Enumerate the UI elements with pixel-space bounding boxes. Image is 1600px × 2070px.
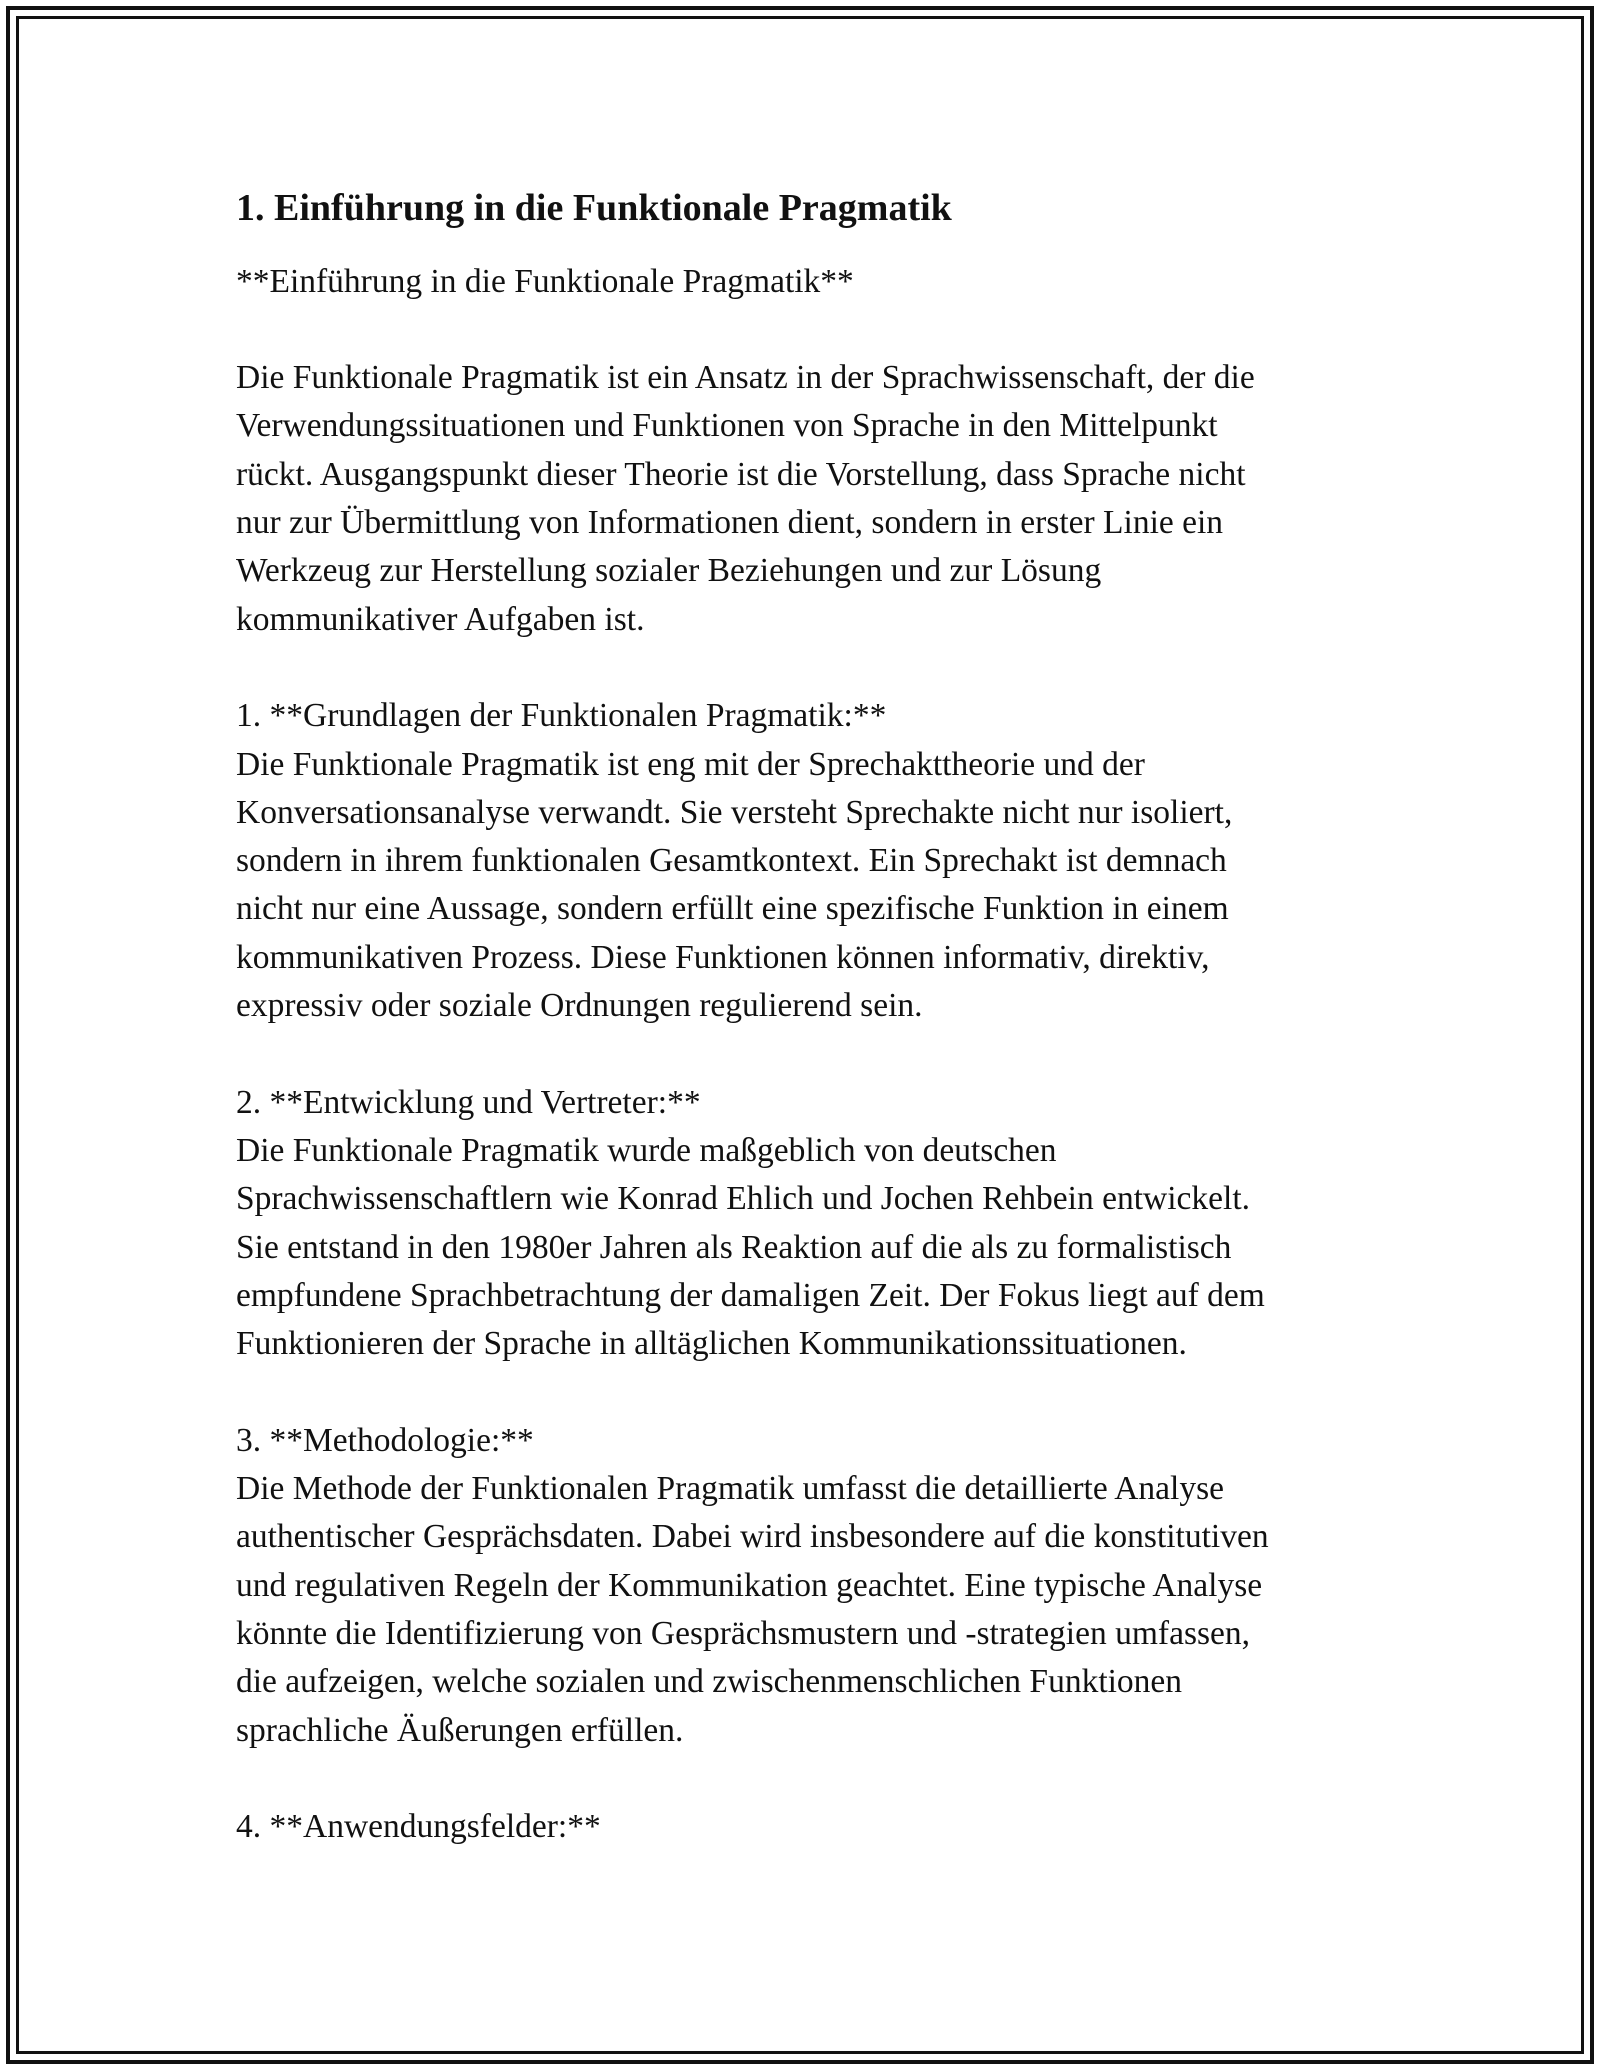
document-content [236,186,1416,1851]
body-text: **Einführung in die Funktionale Pragmatik** Die Funktionale Pragmatik ist ein Ansatz in der Sprachwissenschaft, der die Verwendungssituationen und Funktionen von Sprache in den Mittelpunkt rückt. Ausgangspunkt dieser Theorie ist die Vorstellung, dass Sprache nicht nur zur Übermittlung von Informationen dient, sondern in erster Linie ein Werkzeug zur Herstellung sozialer Beziehungen und zur Lösung kommunikativer Aufgaben ist. 1. **Grundlagen der Funktionalen Pragmatik:** Die Funktionale Pragmatik ist eng mit der Sprechakttheorie und der Konversationsanalyse verwandt. Sie versteht Sprechakte nicht nur isoliert, sondern in ihrem funktionalen Gesamtkontext. Ein Sprechakt ist demnach nicht nur eine Aussage, sondern erfüllt eine spezifische Funktion in einem kommunikativen Prozess. Diese Funktionen können informativ, direktiv, expressiv oder soziale Ordnungen regulierend sein. 2. **Entwicklung und Vertreter:** Die Funktionale Pragmatik wurde maßgeblich von deutschen Sprachwissenschaftlern wie Konrad Ehlich und Jochen Rehbein entwickelt. Sie entstand in den 1980er Jahren als Reaktion auf die als zu formalistisch empfundene Sprachbetrachtung der damaligen Zeit. Der Fokus liegt auf dem Funktionieren der Sprache in alltäglichen Kommunikationssituationen. 3. **Methodologie:** Die Methode der Funktionalen Pragmatik umfasst die detaillierte Analyse authentischer Gesprächsdaten. Dabei wird insbesondere auf die konstitutiven und regulativen Regeln der Kommunikation geachtet. Eine typische Analyse könnte die Identifizierung von Gesprächsmustern und -strategien umfassen, die aufzeigen, welche sozialen und zwischenmenschlichen Funktionen sprachliche Äußerungen erfüllen. 4. **Anwendungsfelder:** [236,262,1269,1846]
section-heading: 1. Einführung in die Funktionale Pragmatik [236,187,952,229]
